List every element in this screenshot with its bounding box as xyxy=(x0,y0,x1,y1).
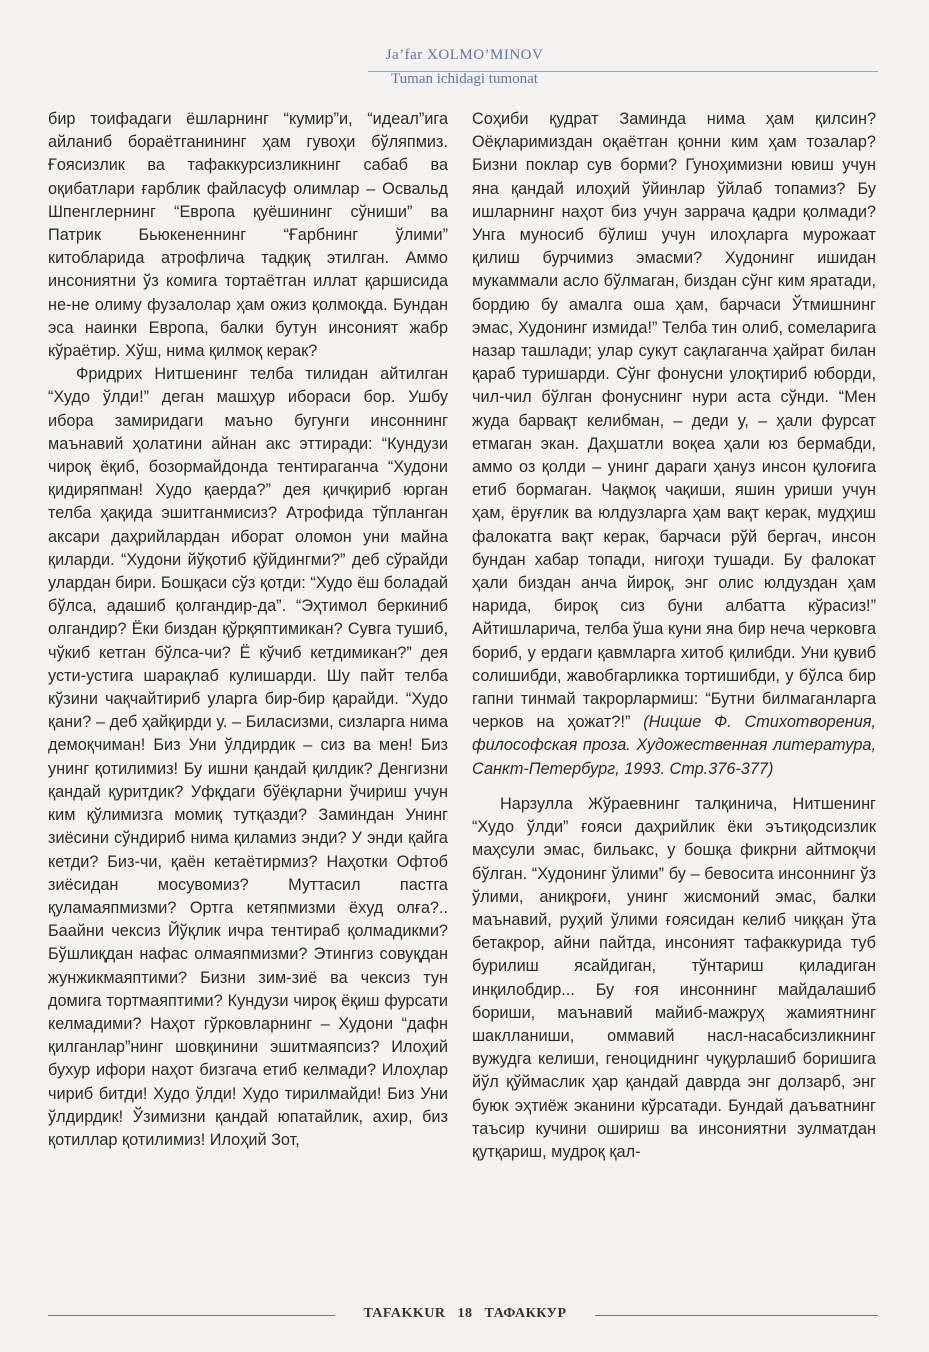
paragraph: Фридрих Нитшенинг телба тилидан айтилган “Худо ўлди!” деган машҳур ибораси бор. Ушбу ибора замиридаги маъно бугунги инсоннинг маънавий ҳолатини айнан акс эттиради: “Кундузи чироқ ёқиб, бозормайдонда тентирaганча “Худони қидиряпман! Худо қаерда?” дея қичқириб юрган телба ҳақида эшитганмисиз? Атрофида тўпланган аксари даҳрийлардан иборат оломон уни майна қиларди. “Худони йўқотиб қўйдингми?” деб сўрайди улардан бири. Бошқаси сўз қотди: “Худо ёш боладай бўлса, адашиб қолгандир-да”. “Эҳтимол беркиниб олгандир? Ёки биздан қўрқяптимикан? Сувга тушиб, чўкиб кетган бўлса-чи? Ё кўчиб кетдимикан?” дея усти-устига шарақлаб кулишарди. Шу пайт телба кўзини чақчайтириб уларга бир-бир қарайди. “Худо қани? – деб ҳайқирди у. – Биласизми, сизларга нима демоқчиман! Биз Уни ўлдирдик – сиз ва мен! Биз унинг қотилимиз! Бу ишни қандай қилдик? Денгизни қандай қуритдик? Уфқдаги бўёқларни ўчириш учун ким қўлимизга момиқ тутқазди? Заминдан Унинг зиёсини сўндириб нима қиламиз энди? У энди қайга кетди? Биз-чи, қаён кетаётирмиз? Наҳотки Офтоб зиёсидан мосувомиз? Муттасил пастга қуламаяпмизми? Ортга кетяпмизми ёхуд олға?.. Баайни чексиз Йўқлик ичра тентираб қолмадикми? Бўшлиқдан нафас олмаяпмизми? Этингиз совуқдан жунжикмаяптими? Бизни зим-зиё ва чексиз тун домига тортмаяптими? Кундузи чироқ ёқиш фурсати келмадими? Наҳот гўрковларнинг – Худони “дафн қилганлар”нинг шовқинини эшитмаяпсиз? Илоҳий бухур ифори наҳот бизгача етиб келмади? Илоҳлар чириб битди! Худо ўлди! Худо тирилмайди! Биз Уни ўлдирдик! Ўзимизни қандай юпатайлик, ахир, биз қотиллар қотилимиз! Илоҳий Зот, xyxy=(48,365,448,1149)
journal-name-cyrillic: ТАФАККУР xyxy=(484,1306,567,1321)
footer-rule-right xyxy=(595,1315,878,1316)
running-header xyxy=(0,46,929,89)
paragraph: бир тоифадаги ёшларнинг “кумир”и, “идеал”ига айланиб бораётганининг ҳам гувоҳи бўляпмиз. Ғоясизлик ва тафаккурсизликнинг сабаб ва оқибатлари ғарблик файласуф олимлар – Освальд Шпенглернинг “Европа қуёшининг сўниши” ва Патрик Бьюкененнинг “Ғарбнинг ўлими” китобларида атрофлича тадқиқ этилган. Аммо инсониятни ўз комига тортаётган иллат қаршисида не-не олиму фузалолар ҳам ожиз қолмоқда. Бундан эса наинки Европа, балки бутун инсоният жабр кўраётир. Хўш, нима қилмоқ керак? xyxy=(48,110,448,361)
citation: (Ницше Ф. Стихотворения, философская проза. Художественная литература, Санкт-Петербург, 1993. Стр.376-377) xyxy=(472,713,876,778)
footer-label xyxy=(340,1306,590,1322)
left-column xyxy=(48,108,448,1152)
page-number: 18 xyxy=(457,1306,473,1321)
quote-text: Соҳиби қудрат Заминда нима ҳам қилсин? Оёқларимиздан оқаётган қонни ким ҳам тозалар? Бизни поклар сув борми? Гуноҳимизни ювиш учун яна қандай илоҳий ўйинлар ўйлаб топамиз? Бу ишларнинг наҳот биз учун заррача қадри қолмади? Унга муносиб бўлиш учун илоҳларга мурожаат қилиш бурчимиз эмасми? Худонинг ишидан мукаммали асло бўлмаган, биздан сўнг ким яратади, бордию бу амалга оша ҳам, барчаси Ўтмишнинг эмас, Худонинг измида!” Телба тин олиб, сомеларига назар ташлади; улар сукут сақлаганча ҳайрат билан қараб туришарди. Сўнг фонусни улоқтириб юборди, чил-чил бўлган фонуснинг нури аста сўнди. “Мен жуда барвақт келибман, – деди у, – ҳали фурсат етмаган экан. Даҳшатли воқеа ҳали юз бермабди, аммо оз қолди – унинг дараги ҳануз инсон қулоғига етиб бормаган. Чақмоқ чақиши, яшин уриши учун ҳам, ёруғлик ва юлдузларга ҳам вақт керак, мудҳиш фалокатга вақт керак, барчаси рўй бергач, инсон бундан хабар топади, нигоҳи тушади. Бу фалокат ҳали биздан анча йироқ, энг олис юлдуздан ҳам нарида, бироқ сиз буни албатта кўрасиз!” Айтишларича, телба ўша куни яна бир неча черковга бориб, у ердаги қавмларга хитоб қилибди. Уни қувиб солишибди, жавобгарликка тортишибди, у бўлса бир гапни тинмай такрорлармиш: “Бутни билмаганларга черков на ҳожат?!” xyxy=(472,110,876,732)
footer-rule-left xyxy=(48,1315,335,1316)
header-rule xyxy=(368,71,878,72)
author-name: Ja’far XOLMO’MINOV xyxy=(385,47,544,63)
paragraph: Нарзулла Жўраевнинг талқинича, Нитшенинг “Худо ўлди” ғояси даҳрийлик ёки эътиқодсизлик маҳсули эмас, бильакс, у бошқа фикрни айтмоқчи бўлган. “Худонинг ўлими” бу – бевосита инсоннинг ўз ўлими, аниқроғи, унинг жисмоний эмас, балки маънавий, руҳий ўлими ғоясидан келиб чиққан ўта бетакрор, айни пайтда, инсоният тафаккурида туб бурилиш ясайдиган, тўнтариш қиладиган инқилобдир... Бу ғоя инсоннинг майдалашиб бориши, маънавий майиб-мажруҳ жамиятнинг шаклланиши, оммавий насл-насабсизликнинг вужудга келиши, геноциднинг чуқурлашиб боришига йўл қўймаслик ҳар қандай даврда энг долзарб, энг буюк эҳтиёж эканини кўрсатади. Бундай даъватнинг таъсир кучини ошириш ва инсониятни зулматдан қутқариш, мудроқ қал- xyxy=(472,794,876,1161)
right-column xyxy=(472,108,876,1164)
article-title: Tuman ichidagi tumonat xyxy=(391,71,538,87)
paragraph xyxy=(472,108,876,781)
page-footer xyxy=(48,1306,878,1326)
journal-name-latin: TAFAKKUR xyxy=(363,1306,446,1321)
